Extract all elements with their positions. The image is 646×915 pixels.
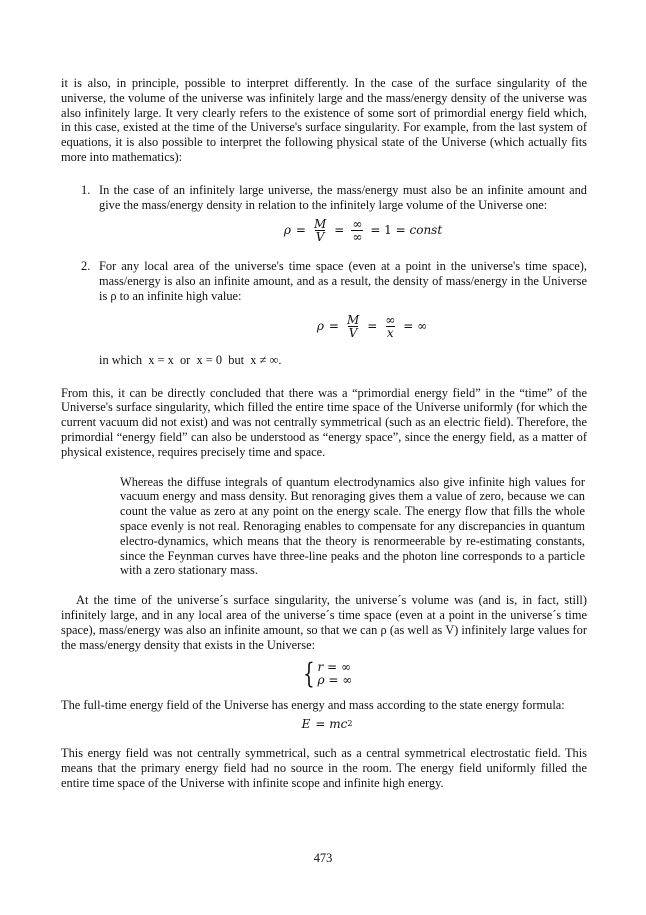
eq1-const: const: [409, 223, 443, 238]
list-item-2: [61, 259, 587, 367]
paragraph-primordial-field: From this, it can be directly concluded that there was a “primordial energy field” in the “time” of the Universe's surface singularity, which filled the entire time space of the Universe uniformly (for which the current vacuum did not exist) and was not centrally symmetrical (such as an electric field). Therefore, the primordial “energy field” can also be understood as “energy space”, since the energy field, as a matter of physical existence, requires precisely time and space.: [61, 385, 587, 459]
eq1-frac-inf: [351, 218, 363, 243]
eq1-den-v: V: [315, 230, 325, 245]
page-body: [61, 76, 587, 790]
eq1-den-inf: ∞: [352, 230, 363, 245]
eq2-equals-2: =: [367, 318, 378, 333]
eq1-equals-2: =: [334, 223, 345, 238]
page-number: 473: [313, 851, 333, 865]
eq1-lhs: ρ: [283, 223, 291, 238]
eq2-frac-mv: [346, 314, 360, 339]
eq1-equals: =: [295, 223, 306, 238]
emc-lhs: E: [301, 717, 311, 732]
emc-rhs: = mc: [315, 717, 348, 732]
eq1-num-m: M: [313, 217, 327, 232]
paragraph-surface-singularity: At the time of the universe´s surface singularity, the universe´s volume was (and is, in fact, still) infinitely large, and in any local area of the universe´s time space (even at a point in the universe´s time space), mass/energy was also an infinite amount, so that we can ρ (as well as V) infinitely large values for the mass/energy density that exists in the Universe:: [61, 593, 587, 652]
eq2-num-m: M: [346, 312, 360, 327]
numbered-list: [61, 183, 587, 368]
block-quote: Whereas the diffuse integrals of quantum electrodynamics also give infinite high values for vacuum energy and mass density. But renoraging gives them a value of zero, because we can count the value as zero at any point on the energy scale. The energy flow that fills the whole space evenly is not real. Renoraging enables to compensate for any discrepancies in quantum electro-dynamics, which means that the theory is renormeerable by re-estimating constants, since the Feynman curves have three-line peaks and the photon line corresponds to a particle with a zero stationary mass.: [120, 474, 585, 578]
eq1-frac-mv: [313, 218, 327, 243]
equation-emc2: [61, 717, 587, 732]
cases-row-rho: ρ = ∞: [317, 673, 353, 688]
cases-row-r: r = ∞: [317, 660, 351, 675]
emc-exponent: 2: [347, 719, 353, 729]
cases-block: [300, 657, 353, 691]
equation-density-infinite: [99, 314, 587, 339]
list-number-2: 2.: [81, 259, 91, 274]
paragraph-energy-formula: The full-time energy field of the Universe has energy and mass according to the state energy formula:: [61, 698, 565, 713]
equation-cases: [61, 657, 587, 691]
eq2-frac-inf-x: [384, 314, 396, 339]
list-number-1: 1.: [81, 182, 91, 197]
in-which-condition: in which x = x or x = 0 but x ≠ ∞.: [99, 352, 282, 367]
eq2-lhs: ρ: [316, 318, 324, 333]
eq2-den-x: x: [386, 325, 394, 340]
paragraph-intro: it is also, in principle, possible to interpret differently. In the case of the surface singularity of the universe, the volume of the universe was infinitely large and the mass/energy density of the universe was also infinitely large. It very clearly refers to the existence of some sort of primordial energy field which, in this case, existed at the time of the Universe's surface singularity. For example, from the last system of equations, it is also possible to interpret the following physical state of the Universe (which actually fits more into mathematics):: [61, 76, 587, 164]
eq1-num-inf: ∞: [352, 217, 363, 232]
cases-brace: {: [302, 657, 315, 691]
list-item-2-text: For any local area of the universe's time space (even at a point in the universe's time space), mass/energy is also an infinite amount, and as a result, the density of mass/energy in the Universe is ρ to an infinite high value:: [99, 259, 587, 303]
eq2-den-v: V: [348, 325, 358, 340]
eq1-rest: = 1 =: [370, 223, 410, 238]
list-item-1: [61, 183, 587, 244]
eq2-equals: =: [328, 318, 339, 333]
eq2-num-inf: ∞: [385, 312, 396, 327]
list-item-1-text: In the case of an infinitely large universe, the mass/energy must also be an infinite amount and give the mass/energy density in relation to the infinitely large volume of the Universe one:: [99, 182, 587, 212]
paragraph-energy-field-symmetry: This energy field was not centrally symmetrical, such as a central symmetrical electrostatic field. This means that the primary energy field had no source in the room. The energy field uniformly filled the entire time space of the Universe with infinite scope and infinite high energy.: [61, 745, 587, 790]
cases-rows: [318, 661, 353, 687]
equation-density-const: [99, 218, 587, 243]
eq2-rest: = ∞: [403, 318, 428, 333]
